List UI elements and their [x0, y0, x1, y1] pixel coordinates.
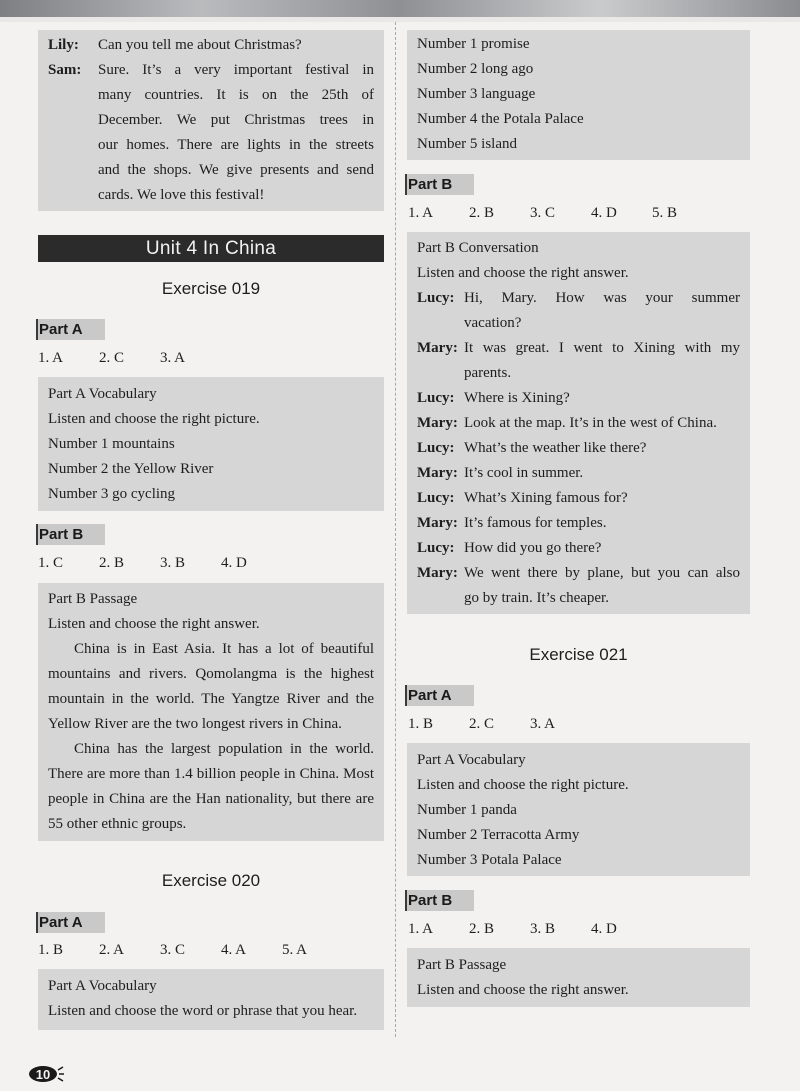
- speech-line: We went there by plane, but you can also: [464, 565, 740, 581]
- speech-text: [464, 536, 740, 561]
- ex021-passage-box: [407, 948, 750, 1007]
- instruction: Listen and choose the right answer.: [417, 982, 629, 998]
- dialogue-turn: [417, 561, 740, 611]
- answer: 4. D: [221, 555, 247, 571]
- answer: 3. A: [160, 350, 186, 366]
- dialogue-turn: [48, 33, 374, 58]
- speaker-icon: [26, 1064, 66, 1088]
- dialogue-turn: [417, 336, 740, 386]
- dialogue-turn: [417, 436, 740, 461]
- instruction: Listen and choose the right answer.: [417, 265, 629, 281]
- vocab-item: Number 1 panda: [417, 802, 517, 818]
- speech-line: How did you go there?: [464, 540, 602, 556]
- vocab-item: Number 1 mountains: [48, 436, 175, 452]
- speech-line: Can you tell me about Christmas?: [98, 37, 302, 53]
- dialogue-turn: [48, 58, 374, 208]
- speech-line: Where is Xining?: [464, 390, 570, 406]
- speech-text: [464, 386, 740, 411]
- dialogue-turn: [417, 386, 740, 411]
- section-heading: Part B Conversation: [417, 240, 539, 256]
- speech-line: many countries. It is on the 25th of: [98, 87, 374, 103]
- answer: 1. A: [38, 350, 64, 366]
- ex019-part-b-label: Part B: [36, 524, 105, 545]
- answer: 4. D: [591, 205, 617, 221]
- ex019-part-b-answers: [38, 553, 282, 573]
- speaker-name: Sam:: [48, 62, 82, 78]
- ex020-part-a-label: Part A: [36, 912, 105, 933]
- speaker-name: Lucy:: [417, 440, 455, 456]
- speech-text: [464, 411, 740, 436]
- speech-text: [464, 486, 740, 511]
- vocab-item: Number 5 island: [417, 136, 517, 152]
- speech-line: It was great. I went to Xining with my: [464, 340, 740, 356]
- speech-text: [464, 436, 740, 461]
- ex021-vocabulary-box: [407, 743, 750, 876]
- section-heading: Part A Vocabulary: [48, 386, 157, 402]
- ex019-part-a-answers: [38, 348, 221, 368]
- vocab-item: Number 2 long ago: [417, 61, 534, 77]
- answer: 2. A: [99, 942, 125, 958]
- answer: 2. B: [469, 921, 495, 937]
- instruction: Listen and choose the right answer.: [48, 616, 260, 632]
- exercise-019-title: Exercise 019: [161, 279, 261, 298]
- svg-text:10: 10: [35, 1067, 51, 1082]
- answer: 3. A: [530, 716, 556, 732]
- unit-title: Unit 4 In China: [38, 235, 384, 262]
- ex020-part-b-answers: [408, 203, 713, 223]
- ex020-part-a-answers: [38, 940, 343, 960]
- exercise-020-title: Exercise 020: [161, 871, 261, 890]
- speech-line: It’s cool in summer.: [464, 465, 584, 481]
- instruction: Listen and choose the right picture.: [417, 777, 629, 793]
- answer: 2. C: [469, 716, 495, 732]
- conversation: [417, 286, 740, 611]
- speaker-name: Mary:: [417, 565, 458, 581]
- ex021-part-a-answers: [408, 714, 591, 734]
- speech-text: [464, 561, 740, 611]
- section-heading: Part A Vocabulary: [417, 752, 526, 768]
- answer: 4. D: [591, 921, 617, 937]
- speech-line: and the shops. We give presents and send: [98, 162, 374, 178]
- instruction: Listen and choose the word or phrase that you hear.: [48, 1003, 358, 1019]
- answer: 1. A: [408, 205, 434, 221]
- speech-line: cards. We love this festival!: [98, 187, 265, 203]
- vocab-item: Number 1 promise: [417, 36, 530, 52]
- speaker-name: Mary:: [417, 340, 458, 356]
- section-heading: Part B Passage: [48, 591, 138, 607]
- ex021-part-a-label: Part A: [405, 685, 474, 706]
- speech-text: [464, 461, 740, 486]
- passage-paragraph: China is in East Asia. It has a lot of beautiful mountains and rivers. Qomolangma is the highest mountain in the world. The Yangtze River and the Yellow River are the two longest rivers in China.: [48, 641, 374, 732]
- dialogue-turn: [417, 286, 740, 336]
- dialogue-turn: [417, 461, 740, 486]
- speech-line: go by train. It’s cheaper.: [464, 590, 609, 606]
- speech-line: Hi, Mary. How was your summer: [464, 290, 740, 306]
- vocab-item: Number 2 the Yellow River: [48, 461, 214, 477]
- speech-line: parents.: [464, 365, 512, 381]
- answer: 3. C: [530, 205, 556, 221]
- speech-text: [98, 33, 374, 58]
- vocab-item: Number 3 go cycling: [48, 486, 176, 502]
- speech-line: vacation?: [464, 315, 522, 331]
- ex019-vocabulary-box: [38, 377, 384, 511]
- speaker-name: Lucy:: [417, 490, 455, 506]
- answer: 1. C: [38, 555, 64, 571]
- speech-line: Look at the map. It’s in the west of China.: [464, 415, 717, 431]
- speech-line: our homes. There are lights in the streets: [98, 137, 374, 153]
- ex019-passage-box: [38, 583, 384, 841]
- vocab-item: Number 4 the Potala Palace: [417, 111, 584, 127]
- answer: 1. A: [408, 921, 434, 937]
- ex021-part-b-label: Part B: [405, 890, 474, 911]
- dialogue-turn: [417, 486, 740, 511]
- speech-line: It’s famous for temples.: [464, 515, 607, 531]
- answer: 2. B: [99, 555, 125, 571]
- speaker-name: Lucy:: [417, 290, 455, 306]
- ex020-conversation-box: [407, 232, 750, 614]
- speaker-name: Lucy:: [417, 390, 455, 406]
- exercise-021-title: Exercise 021: [529, 645, 628, 664]
- ex021-part-b-answers: [408, 919, 652, 939]
- speaker-name: Mary:: [417, 515, 458, 531]
- answer: 3. B: [530, 921, 556, 937]
- section-heading: Part B Passage: [417, 957, 507, 973]
- ex020-vocabulary-box: [38, 969, 384, 1030]
- dialogue-turn: [417, 411, 740, 436]
- top-decorative-band: [0, 0, 800, 22]
- speaker-name: Lily:: [48, 37, 79, 53]
- speech-line: Sure. It’s a very important festival in: [98, 62, 374, 78]
- speaker-name: Mary:: [417, 465, 458, 481]
- speech-text: [464, 511, 740, 536]
- answer: 5. B: [652, 205, 678, 221]
- speech-line: What’s Xining famous for?: [464, 490, 628, 506]
- vocab-item: Number 3 language: [417, 86, 536, 102]
- christmas-dialogue-box: [38, 30, 384, 211]
- speech-line: What’s the weather like there?: [464, 440, 647, 456]
- answer: 5. A: [282, 942, 308, 958]
- answer: 4. A: [221, 942, 247, 958]
- vocab-item: Number 3 Potala Palace: [417, 852, 562, 868]
- answer: 1. B: [408, 716, 434, 732]
- christmas-dialogue: [48, 33, 374, 208]
- dialogue-turn: [417, 536, 740, 561]
- speech-text: [464, 336, 740, 386]
- speech-line: December. We put Christmas trees in: [98, 112, 374, 128]
- speaker-name: Mary:: [417, 415, 458, 431]
- answer: 3. B: [160, 555, 186, 571]
- answer: 1. B: [38, 942, 64, 958]
- page-number: [26, 1064, 66, 1084]
- speech-text: [98, 58, 374, 208]
- ex019-part-a-label: Part A: [36, 319, 105, 340]
- vocab-item: Number 2 Terracotta Army: [417, 827, 580, 843]
- column-divider: [395, 22, 396, 1037]
- answer: 3. C: [160, 942, 186, 958]
- ex020-part-b-label: Part B: [405, 174, 474, 195]
- answer: 2. C: [99, 350, 125, 366]
- instruction: Listen and choose the right picture.: [48, 411, 260, 427]
- speaker-name: Lucy:: [417, 540, 455, 556]
- speech-text: [464, 286, 740, 336]
- ex020-vocabulary-continued-box: [407, 30, 750, 160]
- dialogue-turn: [417, 511, 740, 536]
- passage-paragraph: China has the largest population in the world. There are more than 1.4 billion people in China. Most people in China are the Han nationality, but there are 55 other ethnic groups.: [48, 741, 374, 832]
- section-heading: Part A Vocabulary: [48, 978, 157, 994]
- answer: 2. B: [469, 205, 495, 221]
